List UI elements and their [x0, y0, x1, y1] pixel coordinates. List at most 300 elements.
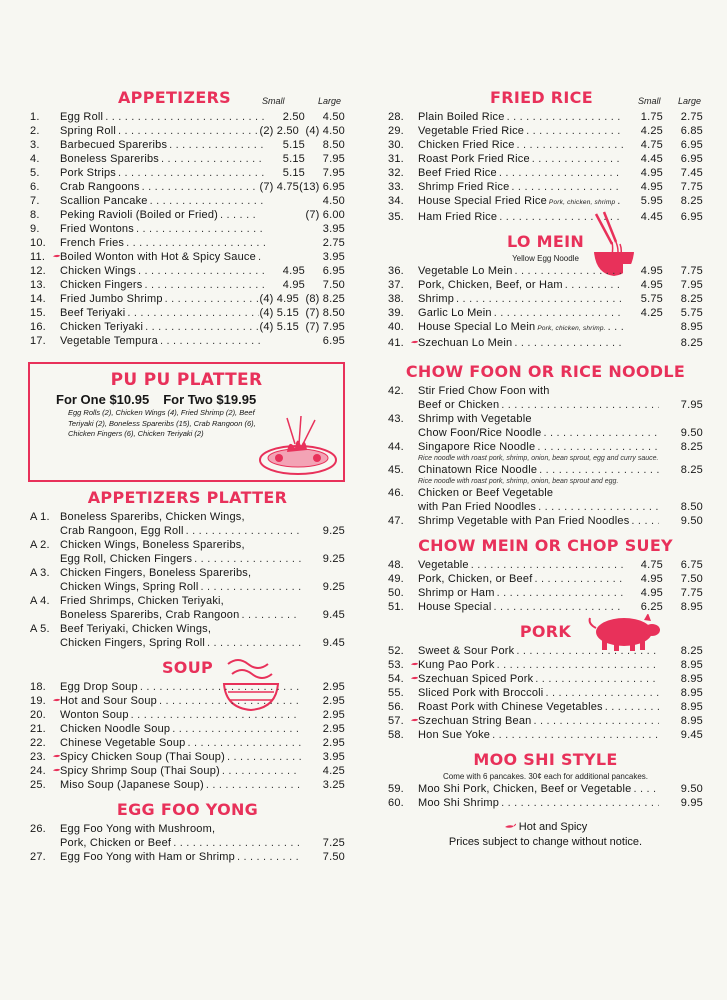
small-price: 4.95 — [623, 264, 663, 278]
menu-item — [30, 680, 345, 694]
large-price: (7) 6.00 — [299, 208, 345, 222]
menu-item — [388, 686, 703, 700]
item-number: 45. — [388, 464, 404, 476]
item-price: 4.25 — [301, 764, 345, 778]
item-number: 53. — [388, 658, 418, 672]
item-price: 8.95 — [659, 700, 703, 714]
item-name: Egg Drop Soup . . . — [60, 680, 301, 694]
item-number: 50. — [388, 587, 404, 599]
menu-item — [30, 236, 345, 250]
item-name: Beef Fried Rice . . . — [418, 166, 623, 180]
large-price: 2.75 — [305, 236, 345, 250]
small-price: 5.75 — [623, 292, 663, 306]
item-price: 2.95 — [301, 680, 345, 694]
item-number: 41. — [388, 336, 418, 350]
appetizers-header — [30, 88, 345, 110]
item-number: A 1. — [30, 511, 50, 523]
item-name: Egg Foo Yong with Ham or Shrimp . . . — [60, 850, 301, 864]
large-price: 6.95 — [305, 264, 345, 278]
item-name: Scallion Pancake . . . — [60, 194, 265, 208]
large-label-2: Large — [678, 96, 702, 106]
menu-item — [30, 208, 345, 222]
item-name: Shrimp Fried Rice . . . — [418, 180, 623, 194]
item-number: A 3. — [30, 567, 50, 579]
item-name: Vegetable . . . — [418, 558, 623, 572]
item-name: Pork Strips . . . — [60, 166, 265, 180]
menu-item — [388, 278, 703, 292]
menu-item — [30, 180, 345, 194]
menu-item — [30, 222, 345, 236]
menu-item — [30, 510, 345, 524]
item-price: 8.25 — [659, 644, 703, 658]
item-price: 7.25 — [301, 836, 345, 850]
item-name-line2: Crab Rangoon, Egg Roll . . . — [60, 524, 301, 538]
item-number: 26. — [30, 823, 46, 835]
item-number: 5. — [30, 167, 40, 179]
platter-title: APPETIZERS PLATTER — [87, 488, 288, 507]
item-number: 3. — [30, 139, 40, 151]
item-name: Hot and Sour Soup . . . — [60, 694, 301, 708]
hot-legend-label: Hot and Spicy — [518, 821, 588, 833]
item-number: 13. — [30, 279, 46, 291]
menu-item — [30, 822, 345, 836]
small-price: 4.95 — [265, 278, 305, 292]
item-price: 8.95 — [659, 686, 703, 700]
eggfoo-header — [30, 800, 345, 822]
menu-item — [388, 138, 703, 152]
item-name: Chicken Fingers . . . — [60, 278, 265, 292]
item-number: 14. — [30, 293, 46, 305]
item-number: 56. — [388, 701, 404, 713]
item-number: 11. — [30, 250, 60, 264]
pupu-for-two: For Two $19.95 — [163, 392, 257, 407]
item-price: 8.95 — [659, 672, 703, 686]
small-label: Small — [262, 96, 285, 106]
item-number: 36. — [388, 265, 404, 277]
pupu-title: PU PU PLATTER — [110, 370, 263, 390]
item-name: Szechuan Lo Mein . . . — [418, 336, 623, 350]
item-number: 29. — [388, 125, 404, 137]
menu-item — [388, 110, 703, 124]
left-column — [30, 88, 345, 864]
small-price: 1.75 — [623, 110, 663, 124]
item-number: 9. — [30, 223, 40, 235]
menu-item — [30, 250, 345, 264]
item-name-line1: Boneless Spareribs, Chicken Wings, — [60, 511, 245, 523]
large-price: 6.95 — [663, 152, 703, 166]
item-number: 38. — [388, 293, 404, 305]
item-number: 31. — [388, 153, 404, 165]
menu-item — [388, 166, 703, 180]
pork-header — [388, 622, 703, 644]
menu-item — [388, 558, 703, 572]
item-name-line1: Fried Shrimps, Chicken Teriyaki, — [60, 595, 224, 607]
item-name: Crab Rangoons . . . — [60, 180, 259, 194]
small-price: 4.25 — [623, 124, 663, 138]
menu-item — [30, 306, 345, 320]
item-name: Chinese Vegetable Soup . . . — [60, 736, 301, 750]
item-name: Pork, Chicken, or Beef . . . — [418, 572, 623, 586]
small-price: 6.25 — [623, 600, 663, 614]
large-price: 7.75 — [663, 586, 703, 600]
item-name: Beef Teriyaki . . . — [60, 306, 259, 320]
item-number: 39. — [388, 307, 404, 319]
item-number: 12. — [30, 265, 46, 277]
small-price: 5.95 — [623, 194, 663, 210]
item-name: Chicken Fried Rice . . . — [418, 138, 623, 152]
large-price: 8.95 — [663, 600, 703, 614]
item-price: 8.25 — [659, 440, 703, 454]
pupu-contents: Egg Rolls (2), Chicken Wings (4), Fried Shrimp (2), Beef Teriyaki (2), Boneless Spareribs (15), Crab Rangoon (6), Chicken Fingers (6), Chicken Teriyaki (2) — [68, 408, 256, 438]
menu-item — [30, 708, 345, 722]
item-price: 9.25 — [301, 552, 345, 566]
item-price: 2.95 — [301, 722, 345, 736]
item-number: 7. — [30, 195, 40, 207]
small-price: 5.15 — [265, 138, 305, 152]
item-name: Shrimp or Ham . . . — [418, 586, 623, 600]
small-price: 4.95 — [265, 264, 305, 278]
item-name: Pork, Chicken, Beef, or Ham . . . — [418, 278, 623, 292]
large-price: (8) 8.25 — [299, 292, 345, 306]
mooshi-title: MOO SHI STYLE — [473, 750, 618, 769]
large-label: Large — [318, 96, 342, 106]
item-name: Spicy Chicken Soup (Thai Soup) . . . — [60, 750, 301, 764]
item-price: 9.45 — [301, 636, 345, 650]
large-price: 7.75 — [663, 180, 703, 194]
small-price: (2) 2.50 — [259, 125, 299, 137]
item-number: 27. — [30, 851, 46, 863]
menu-item — [30, 764, 345, 778]
menu-item — [388, 514, 703, 528]
item-name: Boneless Spareribs . . . — [60, 152, 265, 166]
large-price: 7.75 — [663, 264, 703, 278]
item-price: 8.50 — [659, 500, 703, 514]
friedrice-title: FRIED RICE — [490, 88, 593, 107]
large-price: 3.95 — [305, 222, 345, 236]
large-price: 3.95 — [305, 250, 345, 264]
item-number: 54. — [388, 672, 418, 686]
menu-item — [388, 486, 703, 500]
large-price: 7.50 — [305, 278, 345, 292]
item-name-line1: Chicken or Beef Vegetable — [418, 487, 554, 499]
item-name: Ham Fried Rice . . . — [418, 210, 623, 224]
item-name-line1: Chicken Wings, Boneless Spareribs, — [60, 539, 245, 551]
item-name: Wonton Soup . . . — [60, 708, 301, 722]
large-price: 8.25 — [663, 292, 703, 306]
item-number: 21. — [30, 723, 46, 735]
pupu-platter-icon — [257, 412, 339, 478]
item-name-line2: Egg Roll, Chicken Fingers . . . — [60, 552, 301, 566]
lomein-subtitle: Yellow Egg Noodle — [512, 254, 579, 263]
item-name: Chicken Noodle Soup . . . — [60, 722, 301, 736]
item-number: 16. — [30, 321, 46, 333]
menu-item — [388, 572, 703, 586]
item-name-line2: with Pan Fried Noodles . . . — [418, 500, 659, 514]
menu-item — [30, 622, 345, 636]
chowmein-header — [388, 536, 703, 558]
item-price: 9.25 — [301, 580, 345, 594]
item-number: 25. — [30, 779, 46, 791]
menu-item — [388, 412, 703, 426]
pupu-platter-box — [28, 362, 345, 482]
item-price: 2.95 — [301, 736, 345, 750]
hot-pepper-icon — [504, 823, 516, 830]
large-price: 7.45 — [663, 166, 703, 180]
small-price: (4) 4.95 — [259, 293, 299, 305]
item-price: 9.45 — [659, 728, 703, 742]
item-number: 59. — [388, 783, 404, 795]
item-price: 9.50 — [659, 514, 703, 528]
menu-item — [388, 124, 703, 138]
item-name: Chinatown Rice Noodle . . . — [418, 463, 659, 477]
item-number: 55. — [388, 687, 404, 699]
item-name: Shrimp Vegetable with Pan Fried Noodles . . . — [418, 514, 659, 528]
menu-item — [388, 658, 703, 672]
item-name: Kung Pao Pork . . . — [418, 658, 659, 672]
small-price: 4.25 — [623, 306, 663, 320]
menu-item — [30, 166, 345, 180]
menu-item — [388, 336, 703, 350]
small-price: 4.95 — [623, 586, 663, 600]
menu-item — [388, 440, 703, 454]
item-number: 8. — [30, 209, 40, 221]
menu-item — [388, 292, 703, 306]
item-name: Szechuan Spiced Pork . . . — [418, 672, 659, 686]
item-price: 7.95 — [659, 398, 703, 412]
item-price: 7.50 — [301, 850, 345, 864]
item-note: Rice noodle with roast pork, shrimp, onion, bean sprout, egg and curry sauce. — [418, 455, 659, 462]
item-name-line2: Boneless Spareribs, Crab Rangoon . . . — [60, 608, 301, 622]
item-name-line1: Beef Teriyaki, Chicken Wings, — [60, 623, 212, 635]
item-name: Moo Shi Pork, Chicken, Beef or Vegetable . . . — [418, 782, 659, 796]
item-number: 52. — [388, 645, 404, 657]
eggfoo-title: EGG FOO YONG — [116, 800, 259, 819]
small-price: 4.95 — [623, 166, 663, 180]
menu-item — [388, 644, 703, 658]
large-price: (4) 4.50 — [299, 124, 345, 138]
small-price — [623, 336, 663, 350]
item-name: Peking Ravioli (Boiled or Fried) . . . — [60, 208, 259, 222]
menu-item — [388, 728, 703, 742]
large-price: 2.75 — [663, 110, 703, 124]
item-name: Fried Wontons . . . — [60, 222, 265, 236]
item-number: 23. — [30, 750, 60, 764]
small-price: 4.45 — [623, 210, 663, 224]
menu-item — [30, 194, 345, 208]
item-number: 1. — [30, 111, 40, 123]
small-price: (4) 5.15 — [259, 307, 299, 319]
large-price: 6.95 — [305, 334, 345, 348]
item-name: Roast Pork with Chinese Vegetables . . . — [418, 700, 659, 714]
item-number: 48. — [388, 559, 404, 571]
small-price: 4.95 — [623, 572, 663, 586]
large-price: 7.50 — [663, 572, 703, 586]
price-disclaimer: Prices subject to change without notice. — [448, 836, 643, 848]
chowfoon-list — [388, 384, 703, 528]
item-name: Vegetable Lo Mein . . . — [418, 264, 623, 278]
menu-item — [30, 152, 345, 166]
item-name: Egg Roll . . . — [60, 110, 265, 124]
item-name-line2: Chicken Wings, Spring Roll . . . — [60, 580, 301, 594]
small-price — [265, 334, 305, 348]
small-price: 4.75 — [623, 558, 663, 572]
menu-item — [30, 278, 345, 292]
item-name: House Special Fried Rice Pork, chicken, shrimp . . . — [418, 194, 623, 210]
small-price: (7) 4.75 — [259, 181, 299, 193]
item-price: 2.95 — [301, 694, 345, 708]
appetizers-list — [30, 110, 345, 348]
item-name: Singapore Rice Noodle . . . — [418, 440, 659, 454]
item-name-line1: Chicken Fingers, Boneless Spareribs, — [60, 567, 252, 579]
large-price: 5.75 — [663, 306, 703, 320]
item-name-line2: Chow Foon/Rice Noodle . . . — [418, 426, 659, 440]
item-name: Spicy Shrimp Soup (Thai Soup) . . . — [60, 764, 301, 778]
item-number: A 4. — [30, 595, 50, 607]
item-number: 42. — [388, 385, 404, 397]
large-price: 7.95 — [305, 152, 345, 166]
mooshi-header — [388, 750, 703, 772]
menu-item — [388, 714, 703, 728]
item-price: 8.95 — [659, 714, 703, 728]
menu-item — [388, 782, 703, 796]
item-number: A 5. — [30, 623, 50, 635]
item-note: Rice noodle with roast pork, shrimp, onion, bean sprout and egg. — [418, 478, 619, 485]
item-name: Miso Soup (Japanese Soup) . . . — [60, 778, 301, 792]
item-number: 10. — [30, 237, 46, 249]
menu-item — [388, 210, 703, 224]
menu-item — [388, 264, 703, 278]
lomein-list — [388, 264, 703, 350]
menu-item — [30, 694, 345, 708]
item-name: House Special Lo Mein Pork, chicken, shrimp. . . . — [418, 320, 623, 336]
soup-title: SOUP — [161, 658, 214, 677]
menu-item — [388, 194, 703, 210]
item-price: 9.25 — [301, 524, 345, 538]
small-price: 4.75 — [623, 138, 663, 152]
item-number: 49. — [388, 573, 404, 585]
menu-item — [30, 334, 345, 348]
item-number: 40. — [388, 321, 404, 333]
item-price: 3.25 — [301, 778, 345, 792]
item-price: 9.95 — [659, 796, 703, 810]
small-price: 5.15 — [265, 152, 305, 166]
small-label-2: Small — [638, 96, 661, 106]
item-number: 32. — [388, 167, 404, 179]
small-price: 2.50 — [265, 110, 305, 124]
large-price: (7) 7.95 — [299, 320, 345, 334]
item-name: Barbecued Spareribs . . . — [60, 138, 265, 152]
footer — [388, 820, 703, 850]
large-price: 8.25 — [663, 194, 703, 210]
item-name: Moo Shi Shrimp . . . — [418, 796, 659, 810]
menu-item — [388, 463, 703, 477]
item-price: 9.50 — [659, 426, 703, 440]
large-price: 8.50 — [305, 138, 345, 152]
small-price: (4) 5.15 — [259, 321, 299, 333]
item-number: 37. — [388, 279, 404, 291]
item-number: 60. — [388, 797, 404, 809]
item-name: Chicken Teriyaki . . . — [60, 320, 259, 334]
item-number: 15. — [30, 307, 46, 319]
item-number: 34. — [388, 195, 404, 207]
menu-item — [30, 538, 345, 552]
menu-item — [388, 672, 703, 686]
item-name: French Fries . . . — [60, 236, 265, 250]
hot-legend — [388, 820, 703, 835]
item-name: Sweet & Sour Pork . . . — [418, 644, 659, 658]
item-name: House Special . . . — [418, 600, 623, 614]
item-price: 2.95 — [301, 708, 345, 722]
item-number: 30. — [388, 139, 404, 151]
item-name: Plain Boiled Rice . . . — [418, 110, 623, 124]
lomein-title: LO MEIN — [506, 232, 585, 251]
item-name: Hon Sue Yoke . . . — [418, 728, 659, 742]
chowfoon-header — [388, 362, 703, 384]
item-number: 35. — [388, 211, 404, 223]
item-name-line1: Egg Foo Yong with Mushroom, — [60, 823, 216, 835]
pupu-prices — [56, 392, 335, 408]
item-price: 8.95 — [659, 658, 703, 672]
soup-list — [30, 680, 345, 792]
chowmein-title: CHOW MEIN OR CHOP SUEY — [418, 536, 673, 555]
menu-item — [388, 384, 703, 398]
item-name: Shrimp . . . — [418, 292, 623, 306]
friedrice-header — [388, 88, 703, 110]
menu-item — [30, 292, 345, 306]
item-number: 20. — [30, 709, 46, 721]
menu-item — [30, 778, 345, 792]
item-number: 24. — [30, 764, 60, 778]
item-price: 8.25 — [659, 463, 703, 477]
friedrice-list — [388, 110, 703, 224]
menu-item — [30, 566, 345, 580]
large-price: 7.95 — [663, 278, 703, 292]
large-price: 8.95 — [663, 320, 703, 336]
item-name: Boiled Wonton with Hot & Spicy Sauce . . . — [60, 250, 265, 264]
item-name-line1: Shrimp with Vegetable — [418, 413, 532, 425]
menu-item — [30, 850, 345, 864]
menu-item — [30, 264, 345, 278]
mooshi-list — [388, 782, 703, 810]
menu-item — [388, 796, 703, 810]
item-name-line2: Beef or Chicken . . . — [418, 398, 659, 412]
item-name-line2: Pork, Chicken or Beef . . . — [60, 836, 301, 850]
item-number: 47. — [388, 515, 404, 527]
item-number: 19. — [30, 694, 60, 708]
item-price: 3.95 — [301, 750, 345, 764]
menu-item — [388, 586, 703, 600]
item-number: 44. — [388, 441, 404, 453]
item-number: 18. — [30, 681, 46, 693]
small-price — [265, 222, 305, 236]
platter-header — [30, 488, 345, 510]
small-price — [259, 208, 299, 222]
menu-item — [30, 138, 345, 152]
item-name: Garlic Lo Mein . . . — [418, 306, 623, 320]
right-column — [388, 88, 703, 850]
item-number: 4. — [30, 153, 40, 165]
chowfoon-title: CHOW FOON OR RICE NOODLE — [405, 362, 686, 381]
mooshi-note: Come with 6 pancakes. 30¢ each for additional pancakes. — [442, 772, 648, 781]
pupu-for-one: For One $10.95 — [56, 392, 150, 407]
large-price: 8.25 — [663, 336, 703, 350]
menu-item — [388, 180, 703, 194]
small-price: 4.95 — [623, 278, 663, 292]
small-price: 5.15 — [265, 166, 305, 180]
item-number: 51. — [388, 601, 404, 613]
item-name: Chicken Wings . . . — [60, 264, 265, 278]
item-name: Fried Jumbo Shrimp . . . — [60, 292, 259, 306]
